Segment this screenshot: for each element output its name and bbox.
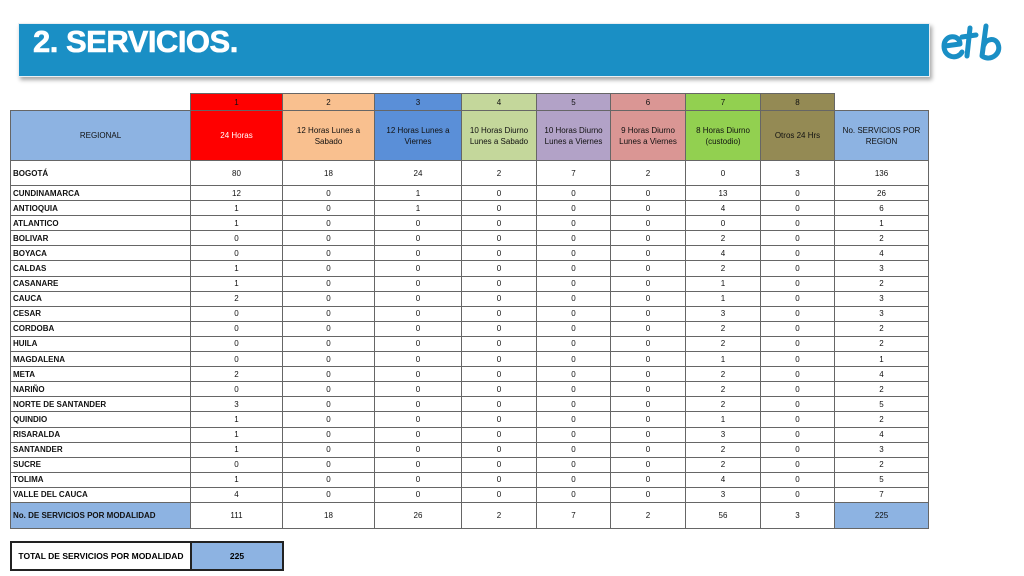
cell-value: 0 bbox=[462, 397, 537, 412]
row-total: 1 bbox=[835, 216, 929, 231]
cell-value: 0 bbox=[537, 231, 611, 246]
cell-value: 0 bbox=[686, 216, 761, 231]
column-header-row bbox=[11, 111, 929, 161]
cell-value: 0 bbox=[462, 216, 537, 231]
cell-value: 0 bbox=[462, 291, 537, 306]
cell-value: 0 bbox=[761, 367, 835, 382]
cell-value: 3 bbox=[686, 306, 761, 321]
grand-total-label: TOTAL DE SERVICIOS POR MODALIDAD bbox=[11, 542, 191, 570]
cell-value: 0 bbox=[686, 161, 761, 186]
table-row bbox=[11, 442, 929, 457]
cell-value: 80 bbox=[191, 161, 283, 186]
cell-value: 0 bbox=[537, 261, 611, 276]
row-total: 1 bbox=[835, 352, 929, 367]
cell-value: 0 bbox=[537, 321, 611, 336]
column-header: 12 Horas Lunes a Sabado bbox=[283, 111, 375, 161]
table-row bbox=[11, 472, 929, 487]
region-name: QUINDIO bbox=[11, 412, 191, 427]
cell-value: 0 bbox=[537, 487, 611, 502]
cell-value: 0 bbox=[462, 186, 537, 201]
cell-value: 0 bbox=[611, 427, 686, 442]
cell-value: 7 bbox=[537, 161, 611, 186]
modalidad-value: 111 bbox=[191, 502, 283, 528]
region-name: MAGDALENA bbox=[11, 352, 191, 367]
cell-value: 3 bbox=[191, 397, 283, 412]
cell-value: 0 bbox=[537, 442, 611, 457]
cell-value: 0 bbox=[462, 321, 537, 336]
row-total: 2 bbox=[835, 382, 929, 397]
modalidad-value: 3 bbox=[761, 502, 835, 528]
cell-value: 13 bbox=[686, 186, 761, 201]
cell-value: 4 bbox=[686, 472, 761, 487]
cell-value: 0 bbox=[761, 397, 835, 412]
table-row bbox=[11, 231, 929, 246]
cell-value: 3 bbox=[686, 427, 761, 442]
cell-value: 1 bbox=[686, 352, 761, 367]
cell-value: 12 bbox=[191, 186, 283, 201]
cell-value: 0 bbox=[462, 201, 537, 216]
cell-value: 0 bbox=[537, 276, 611, 291]
region-name: NORTE DE SANTANDER bbox=[11, 397, 191, 412]
cell-value: 0 bbox=[462, 487, 537, 502]
cell-value: 0 bbox=[375, 276, 462, 291]
cell-value: 2 bbox=[686, 261, 761, 276]
cell-value: 0 bbox=[761, 201, 835, 216]
cell-value: 0 bbox=[375, 231, 462, 246]
cell-value: 0 bbox=[761, 306, 835, 321]
cell-value: 0 bbox=[537, 412, 611, 427]
region-name: CAUCA bbox=[11, 291, 191, 306]
cell-value: 0 bbox=[283, 367, 375, 382]
cell-value: 0 bbox=[462, 442, 537, 457]
cell-value: 0 bbox=[761, 291, 835, 306]
modalidad-label: No. DE SERVICIOS POR MODALIDAD bbox=[11, 502, 191, 528]
cell-value: 0 bbox=[537, 367, 611, 382]
cell-value: 0 bbox=[375, 352, 462, 367]
category-number: 8 bbox=[761, 94, 835, 111]
cell-value: 3 bbox=[761, 161, 835, 186]
grand-total-table bbox=[10, 541, 284, 571]
row-total: 2 bbox=[835, 412, 929, 427]
cell-value: 1 bbox=[375, 201, 462, 216]
cell-value: 0 bbox=[375, 291, 462, 306]
cell-value: 0 bbox=[611, 487, 686, 502]
cell-value: 0 bbox=[283, 246, 375, 261]
cell-value: 2 bbox=[686, 457, 761, 472]
cell-value: 1 bbox=[191, 472, 283, 487]
cell-value: 0 bbox=[611, 321, 686, 336]
cell-value: 0 bbox=[462, 427, 537, 442]
cell-value: 0 bbox=[283, 216, 375, 231]
table-row bbox=[11, 336, 929, 351]
modalidad-grand-total: 225 bbox=[835, 502, 929, 528]
cell-value: 1 bbox=[686, 412, 761, 427]
regional-header: REGIONAL bbox=[11, 111, 191, 161]
region-name: CESAR bbox=[11, 306, 191, 321]
category-number: 6 bbox=[611, 94, 686, 111]
cell-value: 0 bbox=[611, 231, 686, 246]
cell-value: 0 bbox=[462, 352, 537, 367]
table-row bbox=[11, 487, 929, 502]
region-name: CUNDINAMARCA bbox=[11, 186, 191, 201]
blank-cell bbox=[11, 94, 191, 111]
cell-value: 0 bbox=[462, 246, 537, 261]
region-name: BOLIVAR bbox=[11, 231, 191, 246]
cell-value: 0 bbox=[611, 216, 686, 231]
table-row bbox=[11, 412, 929, 427]
cell-value: 1 bbox=[191, 427, 283, 442]
cell-value: 0 bbox=[537, 397, 611, 412]
table-row bbox=[11, 457, 929, 472]
cell-value: 0 bbox=[283, 321, 375, 336]
cell-value: 2 bbox=[191, 291, 283, 306]
cell-value: 0 bbox=[283, 276, 375, 291]
cell-value: 0 bbox=[611, 382, 686, 397]
region-name: CASANARE bbox=[11, 276, 191, 291]
cell-value: 0 bbox=[375, 336, 462, 351]
cell-value: 2 bbox=[686, 397, 761, 412]
cell-value: 0 bbox=[761, 457, 835, 472]
table-row bbox=[11, 186, 929, 201]
cell-value: 0 bbox=[611, 397, 686, 412]
cell-value: 1 bbox=[191, 276, 283, 291]
table-row bbox=[11, 306, 929, 321]
cell-value: 0 bbox=[375, 427, 462, 442]
region-name: SUCRE bbox=[11, 457, 191, 472]
table-row bbox=[11, 276, 929, 291]
cell-value: 0 bbox=[537, 246, 611, 261]
cell-value: 1 bbox=[191, 442, 283, 457]
category-number: 1 bbox=[191, 94, 283, 111]
column-header: 24 Horas bbox=[191, 111, 283, 161]
cell-value: 0 bbox=[611, 457, 686, 472]
cell-value: 0 bbox=[761, 186, 835, 201]
cell-value: 0 bbox=[462, 367, 537, 382]
cell-value: 0 bbox=[611, 352, 686, 367]
row-total: 5 bbox=[835, 397, 929, 412]
cell-value: 0 bbox=[375, 321, 462, 336]
cell-value: 0 bbox=[761, 336, 835, 351]
modalidad-value: 2 bbox=[462, 502, 537, 528]
cell-value: 0 bbox=[375, 306, 462, 321]
row-total: 4 bbox=[835, 246, 929, 261]
cell-value: 0 bbox=[283, 306, 375, 321]
cell-value: 0 bbox=[462, 306, 537, 321]
cell-value: 0 bbox=[462, 412, 537, 427]
cell-value: 2 bbox=[686, 336, 761, 351]
region-name: CALDAS bbox=[11, 261, 191, 276]
row-total: 2 bbox=[835, 321, 929, 336]
cell-value: 0 bbox=[537, 336, 611, 351]
row-total: 4 bbox=[835, 427, 929, 442]
cell-value: 1 bbox=[191, 412, 283, 427]
cell-value: 0 bbox=[283, 397, 375, 412]
cell-value: 0 bbox=[283, 336, 375, 351]
region-name: RISARALDA bbox=[11, 427, 191, 442]
cell-value: 0 bbox=[537, 201, 611, 216]
modalidad-value: 56 bbox=[686, 502, 761, 528]
cell-value: 18 bbox=[283, 161, 375, 186]
cell-value: 0 bbox=[761, 412, 835, 427]
column-header: 10 Horas Diurno Lunes a Sabado bbox=[462, 111, 537, 161]
cell-value: 0 bbox=[283, 472, 375, 487]
cell-value: 0 bbox=[191, 336, 283, 351]
cell-value: 0 bbox=[462, 231, 537, 246]
cell-value: 0 bbox=[761, 261, 835, 276]
cell-value: 0 bbox=[611, 442, 686, 457]
blank-cell bbox=[835, 94, 929, 111]
region-name: ATLANTICO bbox=[11, 216, 191, 231]
row-total: 3 bbox=[835, 261, 929, 276]
table-row bbox=[11, 427, 929, 442]
modalidad-value: 7 bbox=[537, 502, 611, 528]
region-name: BOGOTÁ bbox=[11, 161, 191, 186]
cell-value: 1 bbox=[686, 276, 761, 291]
cell-value: 0 bbox=[283, 487, 375, 502]
cell-value: 0 bbox=[283, 457, 375, 472]
cell-value: 0 bbox=[611, 186, 686, 201]
cell-value: 2 bbox=[191, 367, 283, 382]
cell-value: 0 bbox=[191, 352, 283, 367]
etb-logo bbox=[940, 22, 1004, 66]
cell-value: 0 bbox=[761, 231, 835, 246]
region-name: ANTIOQUIA bbox=[11, 201, 191, 216]
cell-value: 0 bbox=[611, 336, 686, 351]
cell-value: 0 bbox=[611, 261, 686, 276]
cell-value: 0 bbox=[761, 442, 835, 457]
row-total: 2 bbox=[835, 276, 929, 291]
cell-value: 0 bbox=[761, 246, 835, 261]
column-header: 10 Horas Diurno Lunes a Viernes bbox=[537, 111, 611, 161]
cell-value: 0 bbox=[375, 412, 462, 427]
row-total: 2 bbox=[835, 336, 929, 351]
cell-value: 0 bbox=[283, 186, 375, 201]
cell-value: 0 bbox=[462, 382, 537, 397]
cell-value: 0 bbox=[191, 382, 283, 397]
cell-value: 2 bbox=[686, 442, 761, 457]
cell-value: 0 bbox=[761, 352, 835, 367]
cell-value: 2 bbox=[686, 367, 761, 382]
cell-value: 0 bbox=[611, 201, 686, 216]
cell-value: 0 bbox=[462, 472, 537, 487]
cell-value: 4 bbox=[686, 201, 761, 216]
cell-value: 0 bbox=[191, 246, 283, 261]
total-column-header: No. SERVICIOS POR REGION bbox=[835, 111, 929, 161]
cell-value: 0 bbox=[375, 442, 462, 457]
cell-value: 0 bbox=[537, 352, 611, 367]
grand-total-value: 225 bbox=[191, 542, 283, 570]
column-header: 9 Horas Diurno Lunes a Viernes bbox=[611, 111, 686, 161]
cell-value: 24 bbox=[375, 161, 462, 186]
category-number: 2 bbox=[283, 94, 375, 111]
modalidad-value: 26 bbox=[375, 502, 462, 528]
region-name: TOLIMA bbox=[11, 472, 191, 487]
cell-value: 0 bbox=[761, 276, 835, 291]
row-total: 3 bbox=[835, 291, 929, 306]
cell-value: 0 bbox=[283, 382, 375, 397]
row-total: 5 bbox=[835, 472, 929, 487]
cell-value: 0 bbox=[283, 412, 375, 427]
cell-value: 0 bbox=[375, 367, 462, 382]
region-name: CORDOBA bbox=[11, 321, 191, 336]
table-row bbox=[11, 261, 929, 276]
cell-value: 0 bbox=[611, 367, 686, 382]
row-total: 136 bbox=[835, 161, 929, 186]
region-name: BOYACA bbox=[11, 246, 191, 261]
category-number: 3 bbox=[375, 94, 462, 111]
cell-value: 1 bbox=[375, 186, 462, 201]
cell-value: 0 bbox=[537, 382, 611, 397]
column-header: Otros 24 Hrs bbox=[761, 111, 835, 161]
cell-value: 1 bbox=[686, 291, 761, 306]
table-row bbox=[11, 397, 929, 412]
cell-value: 0 bbox=[761, 321, 835, 336]
cell-value: 0 bbox=[375, 382, 462, 397]
region-name: SANTANDER bbox=[11, 442, 191, 457]
table-row bbox=[11, 367, 929, 382]
row-total: 3 bbox=[835, 306, 929, 321]
cell-value: 0 bbox=[375, 397, 462, 412]
cell-value: 0 bbox=[537, 472, 611, 487]
table-row bbox=[11, 321, 929, 336]
cell-value: 0 bbox=[537, 457, 611, 472]
grand-total-row bbox=[11, 542, 283, 570]
column-header: 12 Horas Lunes a Viernes bbox=[375, 111, 462, 161]
cell-value: 0 bbox=[191, 306, 283, 321]
region-name: META bbox=[11, 367, 191, 382]
cell-value: 4 bbox=[686, 246, 761, 261]
row-total: 6 bbox=[835, 201, 929, 216]
cell-value: 2 bbox=[462, 161, 537, 186]
row-total: 4 bbox=[835, 367, 929, 382]
category-number: 7 bbox=[686, 94, 761, 111]
cell-value: 0 bbox=[191, 457, 283, 472]
cell-value: 0 bbox=[283, 352, 375, 367]
cell-value: 1 bbox=[191, 261, 283, 276]
cell-value: 0 bbox=[283, 261, 375, 276]
modalidad-value: 2 bbox=[611, 502, 686, 528]
cell-value: 0 bbox=[462, 276, 537, 291]
region-name: NARIÑO bbox=[11, 382, 191, 397]
cell-value: 0 bbox=[761, 472, 835, 487]
cell-value: 0 bbox=[283, 427, 375, 442]
cell-value: 0 bbox=[537, 427, 611, 442]
cell-value: 0 bbox=[283, 442, 375, 457]
row-total: 2 bbox=[835, 231, 929, 246]
cell-value: 1 bbox=[191, 216, 283, 231]
cell-value: 0 bbox=[761, 216, 835, 231]
category-number-row bbox=[11, 94, 929, 111]
cell-value: 0 bbox=[761, 487, 835, 502]
region-name: HUILA bbox=[11, 336, 191, 351]
cell-value: 0 bbox=[462, 261, 537, 276]
services-table bbox=[10, 93, 929, 529]
cell-value: 0 bbox=[283, 231, 375, 246]
table-row bbox=[11, 216, 929, 231]
cell-value: 0 bbox=[537, 216, 611, 231]
cell-value: 0 bbox=[761, 382, 835, 397]
cell-value: 0 bbox=[375, 472, 462, 487]
cell-value: 2 bbox=[686, 382, 761, 397]
cell-value: 2 bbox=[611, 161, 686, 186]
table-row bbox=[11, 201, 929, 216]
cell-value: 4 bbox=[191, 487, 283, 502]
cell-value: 0 bbox=[191, 231, 283, 246]
cell-value: 0 bbox=[375, 487, 462, 502]
region-name: VALLE DEL CAUCA bbox=[11, 487, 191, 502]
cell-value: 0 bbox=[537, 186, 611, 201]
cell-value: 0 bbox=[611, 306, 686, 321]
row-total: 7 bbox=[835, 487, 929, 502]
cell-value: 2 bbox=[686, 231, 761, 246]
table-row bbox=[11, 291, 929, 306]
cell-value: 0 bbox=[375, 261, 462, 276]
cell-value: 0 bbox=[462, 336, 537, 351]
cell-value: 1 bbox=[191, 201, 283, 216]
cell-value: 2 bbox=[686, 321, 761, 336]
cell-value: 0 bbox=[611, 412, 686, 427]
title-banner bbox=[18, 23, 930, 77]
cell-value: 0 bbox=[611, 472, 686, 487]
row-total: 3 bbox=[835, 442, 929, 457]
cell-value: 0 bbox=[611, 246, 686, 261]
cell-value: 0 bbox=[537, 291, 611, 306]
page-title: 2. SERVICIOS. bbox=[33, 24, 238, 59]
cell-value: 0 bbox=[191, 321, 283, 336]
table-row bbox=[11, 246, 929, 261]
modalidad-value: 18 bbox=[283, 502, 375, 528]
row-total: 2 bbox=[835, 457, 929, 472]
category-number: 4 bbox=[462, 94, 537, 111]
cell-value: 0 bbox=[283, 201, 375, 216]
cell-value: 0 bbox=[462, 457, 537, 472]
cell-value: 0 bbox=[537, 306, 611, 321]
cell-value: 0 bbox=[375, 457, 462, 472]
column-header: 8 Horas Diurno (custodio) bbox=[686, 111, 761, 161]
cell-value: 0 bbox=[611, 276, 686, 291]
table-row bbox=[11, 161, 929, 186]
cell-value: 3 bbox=[686, 487, 761, 502]
cell-value: 0 bbox=[375, 216, 462, 231]
modalidad-total-row bbox=[11, 502, 929, 528]
row-total: 26 bbox=[835, 186, 929, 201]
cell-value: 0 bbox=[761, 427, 835, 442]
table-row bbox=[11, 382, 929, 397]
cell-value: 0 bbox=[375, 246, 462, 261]
cell-value: 0 bbox=[611, 291, 686, 306]
table-row bbox=[11, 352, 929, 367]
category-number: 5 bbox=[537, 94, 611, 111]
cell-value: 0 bbox=[283, 291, 375, 306]
